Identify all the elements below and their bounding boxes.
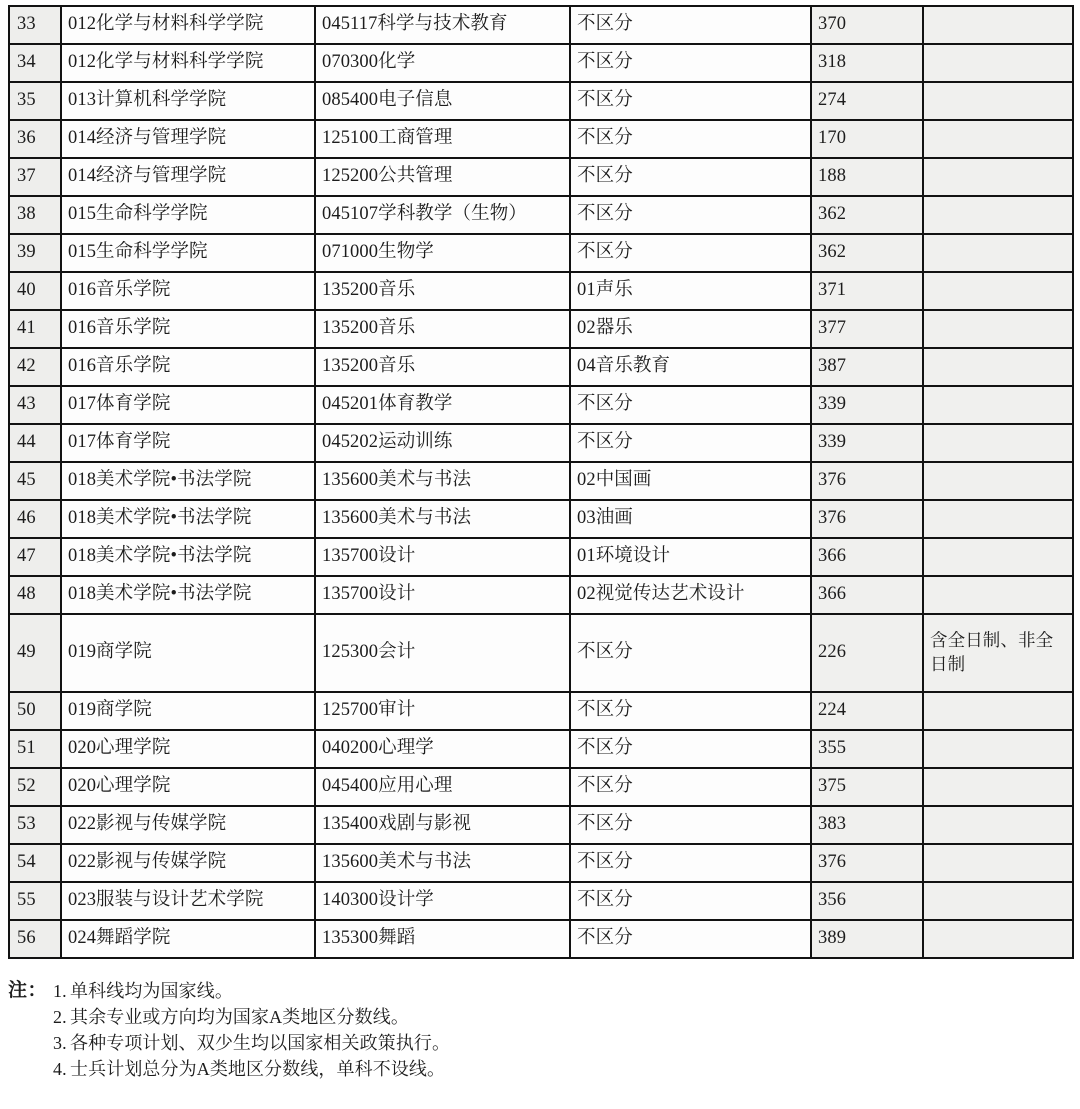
remark-cell [923,500,1073,538]
score-cell: 376 [811,844,923,882]
table-row [9,310,1073,348]
department-cell: 014经济与管理学院 [61,158,315,196]
table-row [9,44,1073,82]
table-row [9,920,1073,958]
remark-cell [923,882,1073,920]
major-cell: 135600美术与书法 [315,462,570,500]
score-table-body [9,6,1073,958]
major-cell: 135300舞蹈 [315,920,570,958]
remark-cell [923,196,1073,234]
score-cell: 318 [811,44,923,82]
direction-cell: 不区分 [570,692,811,730]
major-cell: 125300会计 [315,614,570,692]
table-row [9,500,1073,538]
note-number: 1. [53,981,67,1001]
department-cell: 024舞蹈学院 [61,920,315,958]
direction-cell: 02器乐 [570,310,811,348]
row-index-cell: 37 [9,158,61,196]
score-cell: 274 [811,82,923,120]
note-line [53,1004,1068,1030]
score-table-container [8,5,1072,959]
table-row [9,806,1073,844]
score-cell: 370 [811,6,923,44]
table-row [9,82,1073,120]
direction-cell: 不区分 [570,44,811,82]
direction-cell: 01声乐 [570,272,811,310]
note-line [53,1056,1068,1082]
department-cell: 018美术学院•书法学院 [61,538,315,576]
major-cell: 135700设计 [315,576,570,614]
department-cell: 014经济与管理学院 [61,120,315,158]
row-index-cell: 35 [9,82,61,120]
table-row [9,692,1073,730]
table-row [9,424,1073,462]
department-cell: 017体育学院 [61,424,315,462]
row-index-cell: 33 [9,6,61,44]
department-cell: 019商学院 [61,614,315,692]
remark-cell [923,730,1073,768]
table-row [9,844,1073,882]
score-cell: 366 [811,576,923,614]
score-cell: 339 [811,424,923,462]
score-cell: 389 [811,920,923,958]
direction-cell: 不区分 [570,844,811,882]
department-cell: 015生命科学学院 [61,234,315,272]
score-cell: 224 [811,692,923,730]
row-index-cell: 52 [9,768,61,806]
score-cell: 355 [811,730,923,768]
row-index-cell: 44 [9,424,61,462]
notes-list [53,978,1068,1082]
major-cell: 045400应用心理 [315,768,570,806]
remark-cell [923,844,1073,882]
note-text: 士兵计划总分为A类地区分数线，单科不设线。 [70,1059,446,1079]
department-cell: 012化学与材料科学学院 [61,6,315,44]
remark-cell [923,806,1073,844]
direction-cell: 不区分 [570,806,811,844]
major-cell: 071000生物学 [315,234,570,272]
note-text: 其余专业或方向均为国家A类地区分数线。 [70,1007,409,1027]
score-cell: 376 [811,462,923,500]
major-cell: 045201体育教学 [315,386,570,424]
department-cell: 012化学与材料科学学院 [61,44,315,82]
direction-cell: 不区分 [570,158,811,196]
direction-cell: 不区分 [570,882,811,920]
note-text: 各种专项计划、双少生均以国家相关政策执行。 [70,1033,451,1053]
department-cell: 020心理学院 [61,730,315,768]
row-index-cell: 47 [9,538,61,576]
table-row [9,576,1073,614]
department-cell: 017体育学院 [61,386,315,424]
row-index-cell: 55 [9,882,61,920]
remark-cell [923,576,1073,614]
notes-label: 注： [8,980,48,1001]
remark-cell [923,538,1073,576]
row-index-cell: 48 [9,576,61,614]
remark-cell [923,272,1073,310]
table-row [9,6,1073,44]
remark-cell [923,6,1073,44]
direction-cell: 02中国画 [570,462,811,500]
score-table [8,5,1074,959]
direction-cell: 01环境设计 [570,538,811,576]
major-cell: 135200音乐 [315,348,570,386]
remark-cell [923,920,1073,958]
note-line [53,978,1068,1004]
remark-cell: 含全日制、非全日制 [923,614,1073,692]
direction-cell: 02视觉传达艺术设计 [570,576,811,614]
major-cell: 070300化学 [315,44,570,82]
remark-cell [923,348,1073,386]
notes-section [8,978,1068,1082]
major-cell: 135400戏剧与影视 [315,806,570,844]
row-index-cell: 36 [9,120,61,158]
row-index-cell: 46 [9,500,61,538]
major-cell: 135200音乐 [315,272,570,310]
score-cell: 376 [811,500,923,538]
major-cell: 140300设计学 [315,882,570,920]
department-cell: 013计算机科学学院 [61,82,315,120]
department-cell: 020心理学院 [61,768,315,806]
table-row [9,196,1073,234]
table-row [9,730,1073,768]
note-line [53,1030,1068,1056]
row-index-cell: 43 [9,386,61,424]
remark-cell [923,768,1073,806]
major-cell: 045107学科教学（生物） [315,196,570,234]
direction-cell: 不区分 [570,82,811,120]
row-index-cell: 40 [9,272,61,310]
direction-cell: 不区分 [570,120,811,158]
remark-cell [923,386,1073,424]
major-cell: 125200公共管理 [315,158,570,196]
score-cell: 375 [811,768,923,806]
table-row [9,462,1073,500]
major-cell: 135700设计 [315,538,570,576]
row-index-cell: 34 [9,44,61,82]
table-row [9,538,1073,576]
score-cell: 377 [811,310,923,348]
department-cell: 016音乐学院 [61,348,315,386]
table-row [9,158,1073,196]
table-row [9,768,1073,806]
department-cell: 022影视与传媒学院 [61,844,315,882]
table-row [9,348,1073,386]
score-cell: 226 [811,614,923,692]
remark-cell [923,82,1073,120]
table-row [9,882,1073,920]
score-cell: 188 [811,158,923,196]
row-index-cell: 41 [9,310,61,348]
direction-cell: 不区分 [570,6,811,44]
department-cell: 022影视与传媒学院 [61,806,315,844]
direction-cell: 不区分 [570,386,811,424]
row-index-cell: 45 [9,462,61,500]
table-row [9,234,1073,272]
table-row [9,386,1073,424]
remark-cell [923,692,1073,730]
row-index-cell: 42 [9,348,61,386]
row-index-cell: 38 [9,196,61,234]
department-cell: 015生命科学学院 [61,196,315,234]
major-cell: 125700审计 [315,692,570,730]
department-cell: 018美术学院•书法学院 [61,576,315,614]
row-index-cell: 51 [9,730,61,768]
remark-cell [923,44,1073,82]
department-cell: 016音乐学院 [61,272,315,310]
table-row [9,120,1073,158]
direction-cell: 04音乐教育 [570,348,811,386]
direction-cell: 不区分 [570,234,811,272]
table-row [9,614,1073,692]
row-index-cell: 54 [9,844,61,882]
score-cell: 170 [811,120,923,158]
major-cell: 135600美术与书法 [315,500,570,538]
remark-cell [923,158,1073,196]
remark-cell [923,120,1073,158]
note-number: 2. [53,1007,67,1027]
major-cell: 125100工商管理 [315,120,570,158]
direction-cell: 不区分 [570,920,811,958]
department-cell: 018美术学院•书法学院 [61,462,315,500]
score-cell: 362 [811,234,923,272]
row-index-cell: 39 [9,234,61,272]
department-cell: 019商学院 [61,692,315,730]
remark-cell [923,424,1073,462]
score-cell: 339 [811,386,923,424]
score-cell: 362 [811,196,923,234]
direction-cell: 不区分 [570,614,811,692]
major-cell: 045202运动训练 [315,424,570,462]
row-index-cell: 56 [9,920,61,958]
major-cell: 045117科学与技术教育 [315,6,570,44]
remark-cell [923,234,1073,272]
score-cell: 356 [811,882,923,920]
score-cell: 366 [811,538,923,576]
score-cell: 383 [811,806,923,844]
note-text: 单科线均为国家线。 [70,981,233,1001]
direction-cell: 不区分 [570,768,811,806]
row-index-cell: 50 [9,692,61,730]
department-cell: 016音乐学院 [61,310,315,348]
direction-cell: 03油画 [570,500,811,538]
major-cell: 040200心理学 [315,730,570,768]
remark-cell [923,462,1073,500]
major-cell: 135200音乐 [315,310,570,348]
major-cell: 135600美术与书法 [315,844,570,882]
row-index-cell: 49 [9,614,61,692]
department-cell: 018美术学院•书法学院 [61,500,315,538]
score-cell: 387 [811,348,923,386]
table-row [9,272,1073,310]
remark-cell [923,310,1073,348]
direction-cell: 不区分 [570,424,811,462]
note-number: 4. [53,1059,67,1079]
direction-cell: 不区分 [570,730,811,768]
direction-cell: 不区分 [570,196,811,234]
note-number: 3. [53,1033,67,1053]
major-cell: 085400电子信息 [315,82,570,120]
row-index-cell: 53 [9,806,61,844]
department-cell: 023服装与设计艺术学院 [61,882,315,920]
score-cell: 371 [811,272,923,310]
